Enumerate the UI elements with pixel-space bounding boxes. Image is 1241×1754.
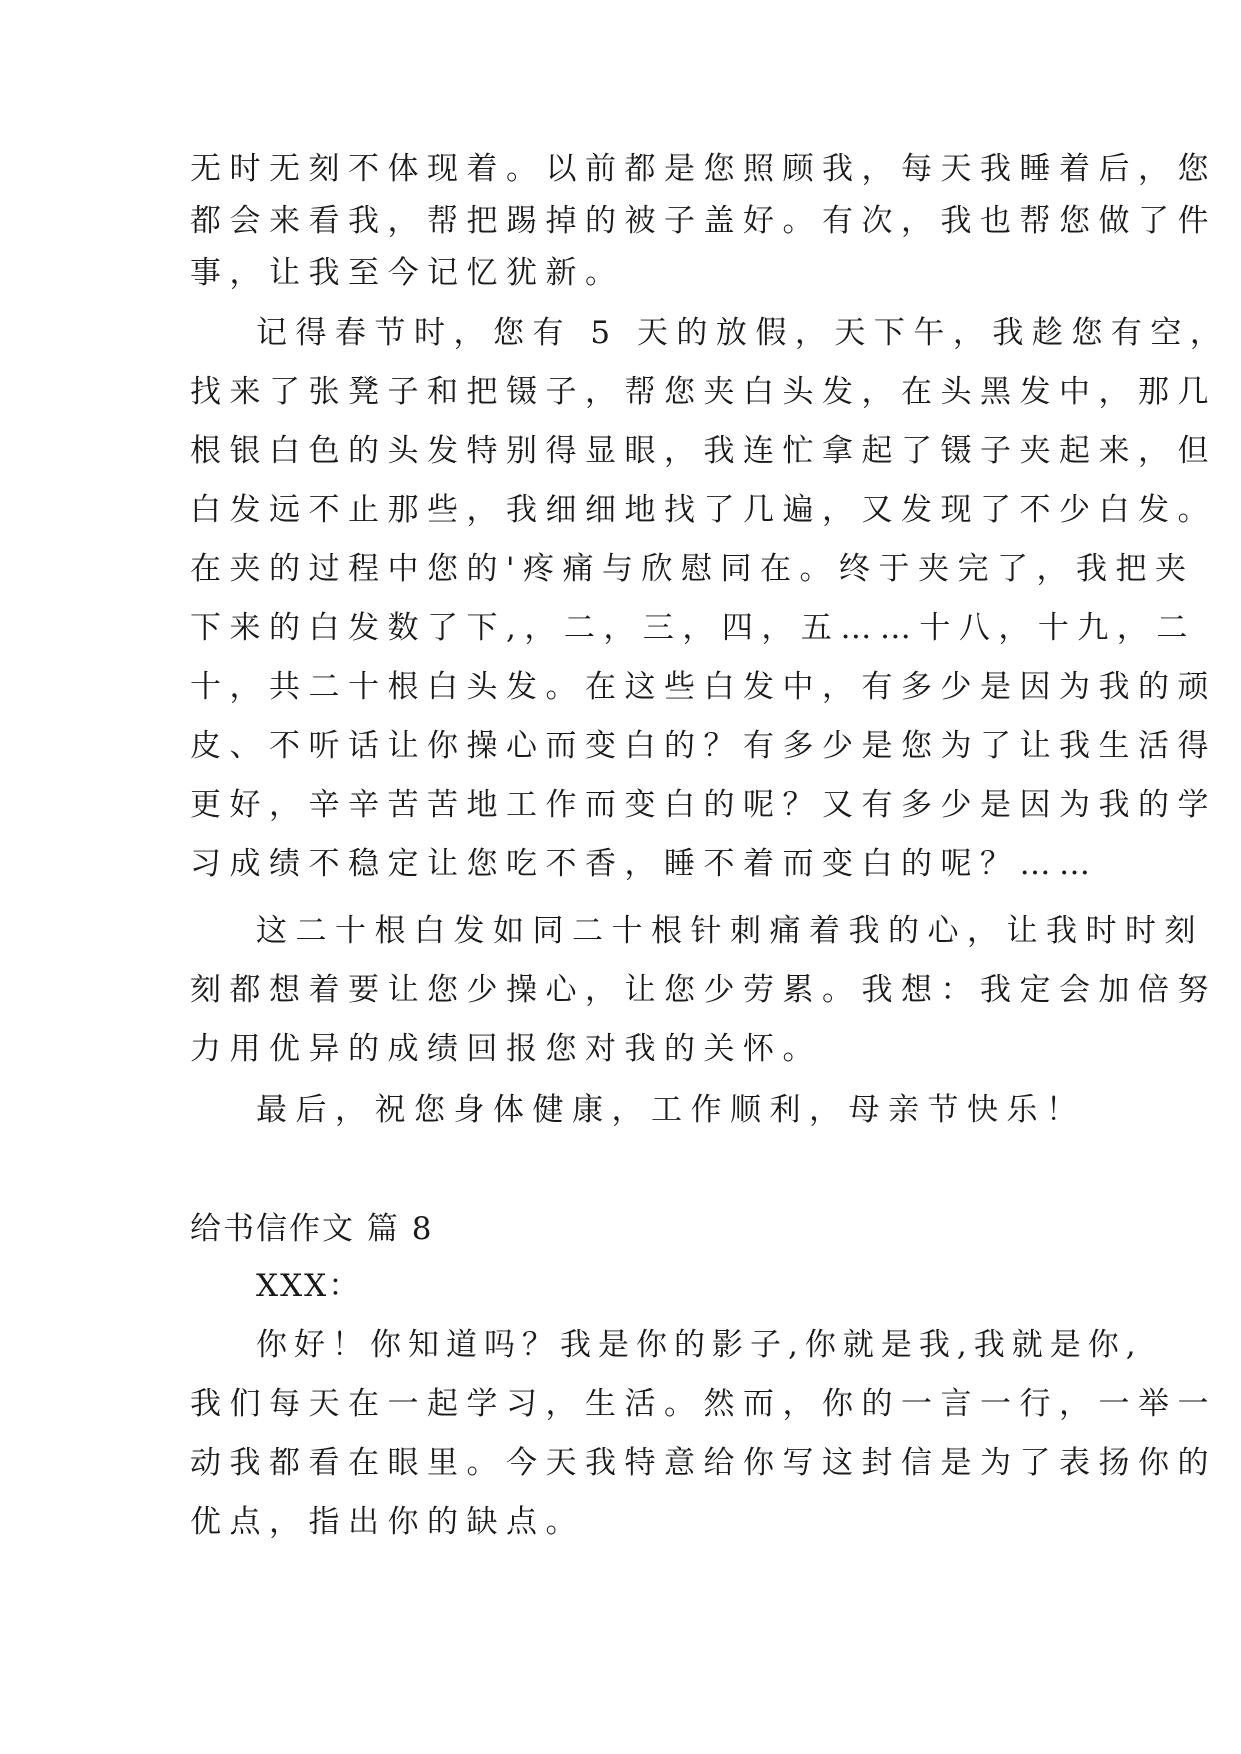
letter-line: 优点，指出你的缺点。 [190,1504,585,1540]
letter-line: 动我都看在眼里。今天我特意给你写这封信是为了表扬你的 [190,1445,1217,1481]
paragraph-line: 白发远不止那些，我细细地找了几遍，又发现了不少白发。 [190,492,1217,528]
paragraph-line: 十，共二十根白头发。在这些白发中，有多少是因为我的顽 [190,669,1217,705]
letter-line: 你好！你知道吗？我是你的影子,你就是我,我就是你, [256,1327,1143,1363]
paragraph-line: 都会来看我，帮把踢掉的被子盖好。有次，我也帮您做了件 [190,203,1217,239]
paragraph-line: 无时无刻不体现着。以前都是您照顾我，每天我睡着后，您 [190,151,1217,187]
letter-line: 我们每天在一起学习，生活。然而，你的一言一行，一举一 [190,1386,1217,1422]
paragraph-line: 记得春节时，您有 5 天的放假，天下午，我趁您有空， [256,315,1230,351]
paragraph-line: 根银白色的头发特别得显眼，我连忙拿起了镊子夹起来，但 [190,433,1217,469]
paragraph-line: 皮、不听话让你操心而变白的？有多少是您为了让我生活得 [190,728,1217,764]
paragraph-line: 更好，辛辛苦苦地工作而变白的呢？又有多少是因为我的学 [190,787,1217,823]
paragraph-line: 找来了张凳子和把镊子，帮您夹白头发，在头黑发中，那几 [190,374,1217,410]
paragraph-line: 习成绩不稳定让您吃不香，睡不着而变白的呢？…… [190,846,1099,882]
paragraph-line: 刻都想着要让您少操心，让您少劳累。我想：我定会加倍努 [190,972,1217,1008]
paragraph-line: 在夹的过程中您的'疼痛与欣慰同在。终于夹完了，我把夹 [190,551,1195,587]
paragraph-line: 力用优异的成绩回报您对我的关怀。 [190,1031,822,1067]
paragraph-line: 最后，祝您身体健康，工作顺利，母亲节快乐！ [256,1092,1086,1128]
paragraph-line: 事，让我至今记忆犹新。 [190,255,625,291]
section-heading: 给书信作文 篇 8 [190,1211,434,1247]
paragraph-line: 下来的白发数了下,，二，三，四，五……十八，十九，二 [190,610,1196,646]
letter-salutation: XXX： [256,1268,362,1304]
paragraph-line: 这二十根白发如同二十根针刺痛着我的心，让我时时刻 [256,913,1204,949]
